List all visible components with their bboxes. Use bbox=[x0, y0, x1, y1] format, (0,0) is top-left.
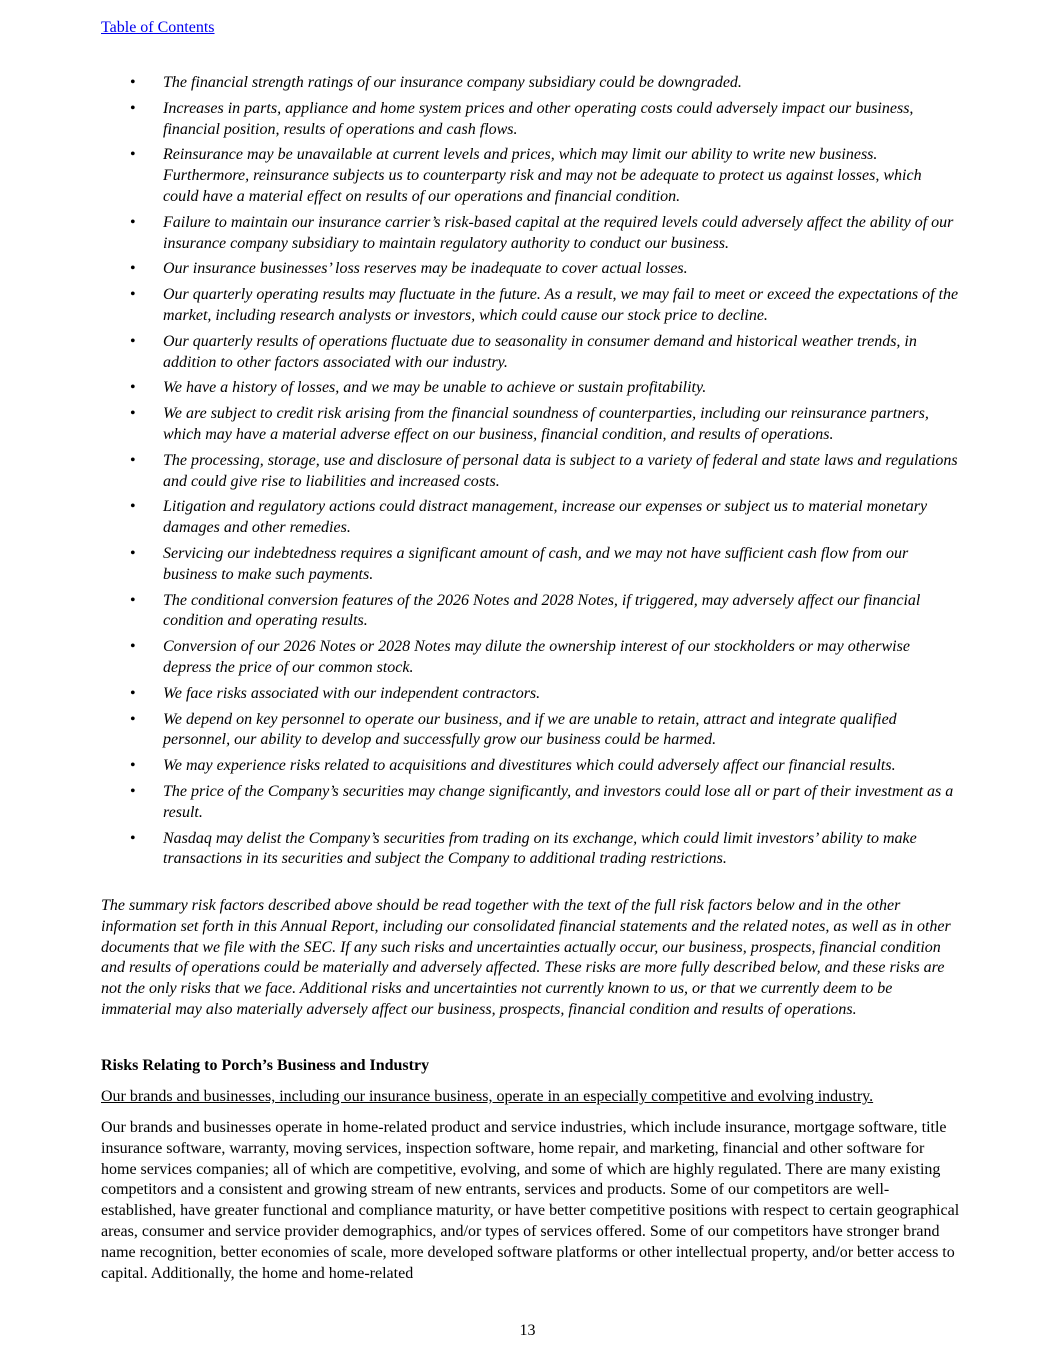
bullet-text: Our quarterly results of operations fluctuate due to seasonality in consumer demand and historical weather trends, in addition to other factors associated with our industry. bbox=[163, 332, 917, 371]
bullet-icon: • bbox=[130, 213, 136, 231]
page-number: 13 bbox=[519, 1322, 536, 1339]
list-item bbox=[101, 637, 961, 679]
bullet-text: We may experience risks related to acquisitions and divestitures which could adversely affect our financial results. bbox=[163, 757, 896, 775]
bullet-icon: • bbox=[130, 260, 136, 278]
section-heading: Risks Relating to Porch’s Business and Industry bbox=[101, 1057, 430, 1074]
list-item bbox=[101, 259, 961, 280]
list-item bbox=[101, 591, 961, 633]
bullet-icon: • bbox=[130, 498, 136, 516]
list-item bbox=[101, 684, 961, 705]
bullet-text: Failure to maintain our insurance carrier’s risk-based capital at the required levels could adversely affect the ability of our insurance company subsidiary to maintain regulatory authority to conduct our business. bbox=[163, 213, 954, 252]
list-item bbox=[101, 99, 961, 141]
list-item bbox=[101, 404, 961, 446]
list-item bbox=[101, 378, 961, 399]
subsection-heading: Our brands and businesses, including our insurance business, operate in an especially competitive and evolving industry. bbox=[101, 1088, 874, 1105]
bullet-icon: • bbox=[130, 332, 136, 350]
bullet-text: Conversion of our 2026 Notes or 2028 Notes may dilute the ownership interest of our stockholders or may otherwise depress the price of our common stock. bbox=[163, 638, 910, 676]
bullet-text: The price of the Company’s securities may change significantly, and investors could lose all or part of their investment as a result. bbox=[163, 782, 954, 821]
list-item bbox=[101, 782, 961, 824]
bullet-text: We are subject to credit risk arising from the financial soundness of counterparties, including our reinsurance partners, which may have a material adverse effect on our business, financial condition, and results of operations. bbox=[163, 405, 929, 443]
bullet-icon: • bbox=[130, 74, 136, 91]
list-item bbox=[101, 756, 961, 777]
bullet-text: Litigation and regulatory actions could distract management, increase our expenses or subject us to material monetary damages and other remedies. bbox=[163, 498, 928, 537]
bullet-icon: • bbox=[130, 829, 136, 847]
table-of-contents-link[interactable]: Table of Contents bbox=[101, 19, 215, 36]
bullet-text: Nasdaq may delist the Company’s securities from trading on its exchange, which could limit investors’ ability to make transactions in its securities and subject the Company to additional trading restrictions. bbox=[163, 829, 917, 868]
bullet-icon: • bbox=[130, 684, 136, 702]
bullet-text: Increases in parts, appliance and home system prices and other operating costs could adversely impact our business, financial position, results of operations and cash flows. bbox=[163, 99, 914, 138]
bullet-text: We depend on key personnel to operate our business, and if we are unable to retain, attract and integrate qualified personnel, our ability to develop and successfully grow our business could be harmed. bbox=[163, 710, 897, 749]
bullet-text: The financial strength ratings of our insurance company subsidiary could be downgraded. bbox=[163, 74, 742, 91]
bullet-text: Servicing our indebtedness requires a significant amount of cash, and we may not have sufficient cash flow from our business to make such payments. bbox=[163, 544, 909, 583]
list-item bbox=[101, 497, 961, 539]
bullet-icon: • bbox=[130, 99, 136, 117]
bullet-icon: • bbox=[130, 638, 136, 656]
list-item bbox=[101, 544, 961, 586]
bullet-icon: • bbox=[130, 544, 136, 562]
list-item bbox=[101, 145, 961, 207]
bullet-icon: • bbox=[130, 379, 136, 397]
bullet-icon: • bbox=[130, 591, 136, 609]
list-item bbox=[101, 451, 961, 493]
bullet-text: The conditional conversion features of the 2026 Notes and 2028 Notes, if triggered, may adversely affect our financial condition and operating results. bbox=[163, 591, 921, 630]
list-item bbox=[101, 213, 961, 255]
bullet-icon: • bbox=[130, 451, 136, 469]
bullet-text: Reinsurance may be unavailable at current levels and prices, which may limit our ability to write new business. Furthermore, reinsurance subjects us to counterparty risk and may not be adequate to protect us against losses, which could have a material effect on results of our operations and financial condition. bbox=[163, 146, 922, 205]
risk-summary-list bbox=[101, 73, 961, 875]
list-item bbox=[101, 829, 961, 871]
bullet-text: Our insurance businesses’ loss reserves may be inadequate to cover actual losses. bbox=[163, 260, 688, 278]
bullet-text: The processing, storage, use and disclosure of personal data is subject to a variety of federal and state laws and regulations and could give rise to liabilities and increased costs. bbox=[163, 451, 958, 490]
bullet-icon: • bbox=[130, 405, 136, 423]
list-item bbox=[101, 710, 961, 752]
summary-paragraph: The summary risk factors described above should be read together with the text of the full risk factors below and in the other information set forth in this Annual Report, including our consolidated financial statements and the related notes, as well as in other documents that we file with the SEC. If any such risks and uncertainties actually occur, our business, prospects, financial condition and results of operations could be materially and adversely affected. These risks are more fully described below, and these risks are not the only risks that we face. Additional risks and uncertainties not currently known to us, or that we currently deem to be immaterial may also materially adversely affect our business, prospects, financial condition and results of operations. bbox=[101, 897, 951, 1018]
bullet-text: Our quarterly operating results may fluctuate in the future. As a result, we may fail to meet or exceed the expectations of the market, including research analysts or investors, which could cause our stock price to decline. bbox=[163, 286, 959, 324]
bullet-text: We have a history of losses, and we may be unable to achieve or sustain profitability. bbox=[163, 379, 707, 397]
body-paragraph: Our brands and businesses operate in home-related product and service industries, which include insurance, mortgage software, title insurance software, warranty, moving services, inspection software, home repair, and marketing, financial and other software for home services companies; all of which are competitive, evolving, and some of which are highly regulated. There are many existing competitors and a consistent and growing stream of new entrants, services and products. Some of our competitors are well-established, have greater functional and compliance maturity, or have better competitive positions with respect to certain geographical areas, consumer and service provider demographics, and/or types of services offered. Some of our competitors have stronger brand name recognition, better economies of scale, more developed software platforms or other intellectual property, and/or better access to capital. Additionally, the home and home-related bbox=[101, 1119, 960, 1282]
list-item bbox=[101, 285, 961, 327]
bullet-icon: • bbox=[130, 757, 136, 775]
bullet-icon: • bbox=[130, 286, 136, 304]
bullet-icon: • bbox=[130, 782, 136, 800]
list-item bbox=[101, 73, 961, 94]
bullet-icon: • bbox=[130, 146, 136, 164]
list-item bbox=[101, 332, 961, 374]
bullet-text: We face risks associated with our independent contractors. bbox=[163, 684, 541, 702]
bullet-icon: • bbox=[130, 710, 136, 728]
